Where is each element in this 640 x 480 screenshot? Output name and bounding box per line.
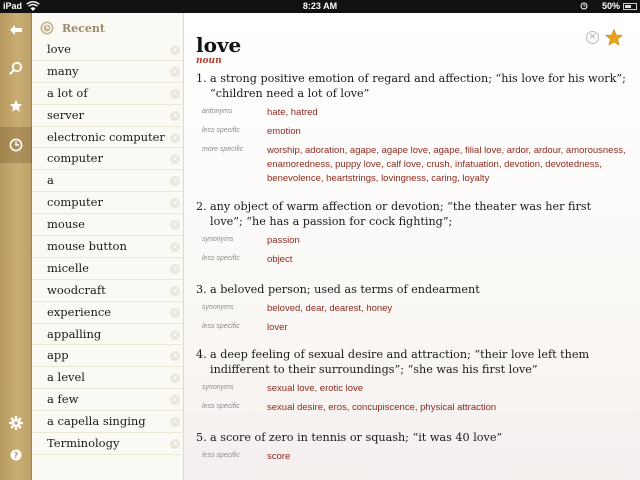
recent-panel [32,13,184,480]
remove-item-button[interactable]: × [171,66,179,76]
recent-item-label: micelle [47,260,89,275]
relation-label: less specific [202,403,240,410]
recent-item[interactable] [32,345,184,367]
sense-gloss [196,199,626,229]
remove-item-button[interactable]: × [171,263,179,273]
remove-item-button[interactable]: × [171,132,179,142]
sense-block [196,430,626,464]
help-icon [10,449,22,461]
remove-item-button[interactable]: × [171,220,179,230]
tool-rail [0,13,32,480]
recent-item-label: appalling [47,326,102,341]
recent-item-label: electronic computer [47,129,165,144]
back-arrow-icon [9,24,23,36]
definition-pane [184,13,640,480]
relation-words[interactable]: object [267,254,293,265]
recent-item[interactable] [32,324,184,346]
relation-label: synonyms [202,236,234,243]
sense-text: a score of zero in tennis or squash; “it was 40 love” [210,431,503,444]
relation-words[interactable]: lover [267,322,288,333]
remove-item-button[interactable]: × [171,176,179,186]
relation-row [196,302,626,316]
remove-item-button[interactable]: × [171,88,179,98]
sense-text: a strong positive emotion of regard and affection; “his love for his work”; “children need a lot of love” [210,72,626,100]
recent-item-label: experience [47,304,112,319]
gear-icon [9,416,23,430]
recent-item[interactable] [32,367,184,389]
remove-item-button[interactable]: × [171,439,179,449]
sense-block [196,282,626,335]
search-button[interactable] [0,51,32,85]
recent-item[interactable] [32,214,184,236]
relation-label: less specific [202,255,240,262]
remove-item-button[interactable]: × [171,154,179,164]
relation-words[interactable]: sexual desire, eros, concupiscence, physical attraction [267,402,497,413]
relation-label: more specific [202,146,244,153]
remove-item-button[interactable]: × [171,242,179,252]
relation-words[interactable]: passion [267,235,300,246]
sense-text: any object of warm affection or devotion; “the theater was her first love”; “he has a passion for cock fighting”; [210,200,592,228]
carrier-label: iPad [3,1,23,11]
relation-row [196,450,626,464]
sense-number: 2. [196,200,207,213]
recent-item[interactable] [32,433,184,455]
recent-item[interactable] [32,148,184,170]
sense-gloss [196,71,626,101]
recent-item[interactable] [32,127,184,149]
relation-label: less specific [202,452,240,459]
sense-number: 3. [196,283,207,296]
remove-item-button[interactable]: × [171,373,179,383]
relation-words[interactable]: beloved, dear, dearest, honey [267,303,393,314]
remove-item-button[interactable]: × [171,329,179,339]
relation-row [196,321,626,335]
favorite-star-button[interactable] [605,29,623,46]
recent-item-label: computer [47,195,103,210]
sense-gloss [196,347,626,377]
sense-text: a beloved person; used as terms of endearment [210,283,480,296]
battery-icon [623,3,637,10]
recent-item-label: a few [47,392,79,407]
recent-item-label: mouse button [47,239,127,254]
recent-item[interactable] [32,411,184,433]
recent-item-label: woodcraft [47,282,106,297]
relation-words[interactable]: worship, adoration, agape, agape love, agape, filial love, ardor, ardour, amorousness, enamoredness, puppy love, calf love, crush, infatuation, devotion, devotedness, benevolence, heartstrings, lovingness, caring, loyalty [267,145,626,184]
recent-item[interactable] [32,258,184,280]
relation-label: synonyms [202,384,234,391]
relation-row [196,382,626,396]
recent-item-label: a lot of [47,85,88,100]
history-clock-icon [9,138,23,152]
relation-row [196,234,626,248]
remove-item-button[interactable]: × [171,110,179,120]
recent-item-label: app [47,348,69,363]
recent-item[interactable] [32,302,184,324]
relation-label: less specific [202,323,240,330]
relation-label: antonyms [202,108,233,115]
remove-item-button[interactable]: × [171,285,179,295]
recent-item-label: a [47,173,54,188]
clock: 8:23 AM [302,1,338,11]
svg-text:?: ? [13,451,19,460]
relation-words[interactable]: emotion [267,126,301,137]
favorites-button[interactable] [0,89,32,123]
settings-button[interactable] [0,406,32,440]
recent-item-label: mouse [47,217,85,232]
recent-item[interactable] [32,192,184,214]
recent-item[interactable] [32,83,184,105]
recent-item[interactable] [32,170,184,192]
help-button[interactable] [0,438,32,472]
relation-words[interactable]: hate, hatred [267,107,318,118]
star-icon [606,30,622,46]
headword: love [196,33,242,57]
sense-number: 4. [196,348,207,361]
relation-words[interactable]: score [267,451,291,462]
recent-item-label: server [47,107,85,122]
relation-label: less specific [202,127,240,134]
recent-item[interactable] [32,61,184,83]
relation-label: synonyms [202,304,234,311]
relation-row [196,253,626,267]
sense-block [196,347,626,415]
back-button[interactable] [0,13,32,47]
relation-row [196,401,626,415]
recent-item[interactable] [32,236,184,258]
sense-number: 1. [196,72,207,85]
sense-block [196,71,626,186]
remove-item-button[interactable]: × [171,45,179,54]
history-button[interactable] [0,127,32,163]
relation-row [196,144,626,186]
relation-row [196,106,626,120]
recent-item-label: many [47,63,79,78]
recent-item-label: a capella singing [47,414,146,429]
search-icon [9,61,23,75]
recent-item[interactable] [32,280,184,302]
recent-item[interactable] [32,389,184,411]
status-bar [0,0,640,13]
sense-number: 5. [196,431,207,444]
history-clock-icon [40,21,54,35]
relation-row [196,125,626,139]
alarm-icon [580,2,588,10]
recent-item[interactable] [32,105,184,127]
clear-button[interactable]: × [586,31,599,44]
sense-block [196,199,626,267]
remove-item-button[interactable]: × [171,307,179,317]
part-of-speech: noun [196,56,222,66]
sense-text: a deep feeling of sexual desire and attraction; “their love left them indifferent to their surroundings”; “she was his first love” [210,348,590,376]
recent-list [32,39,184,455]
remove-item-button[interactable]: × [171,417,179,427]
remove-item-button[interactable]: × [171,198,179,208]
recent-item-label: computer [47,151,103,166]
star-icon [9,99,23,113]
recent-item-label: a level [47,370,85,385]
recent-item[interactable] [32,39,184,61]
recent-item-label: Terminology [47,436,120,451]
remove-item-button[interactable]: × [171,395,179,405]
sense-gloss [196,430,626,445]
battery-percent: 50% [601,1,620,11]
sense-gloss [196,282,626,297]
recent-item-label: love [47,42,71,56]
recent-title: Recent [62,22,105,35]
relation-words[interactable]: sexual love, erotic love [267,383,364,394]
remove-item-button[interactable]: × [171,351,179,361]
